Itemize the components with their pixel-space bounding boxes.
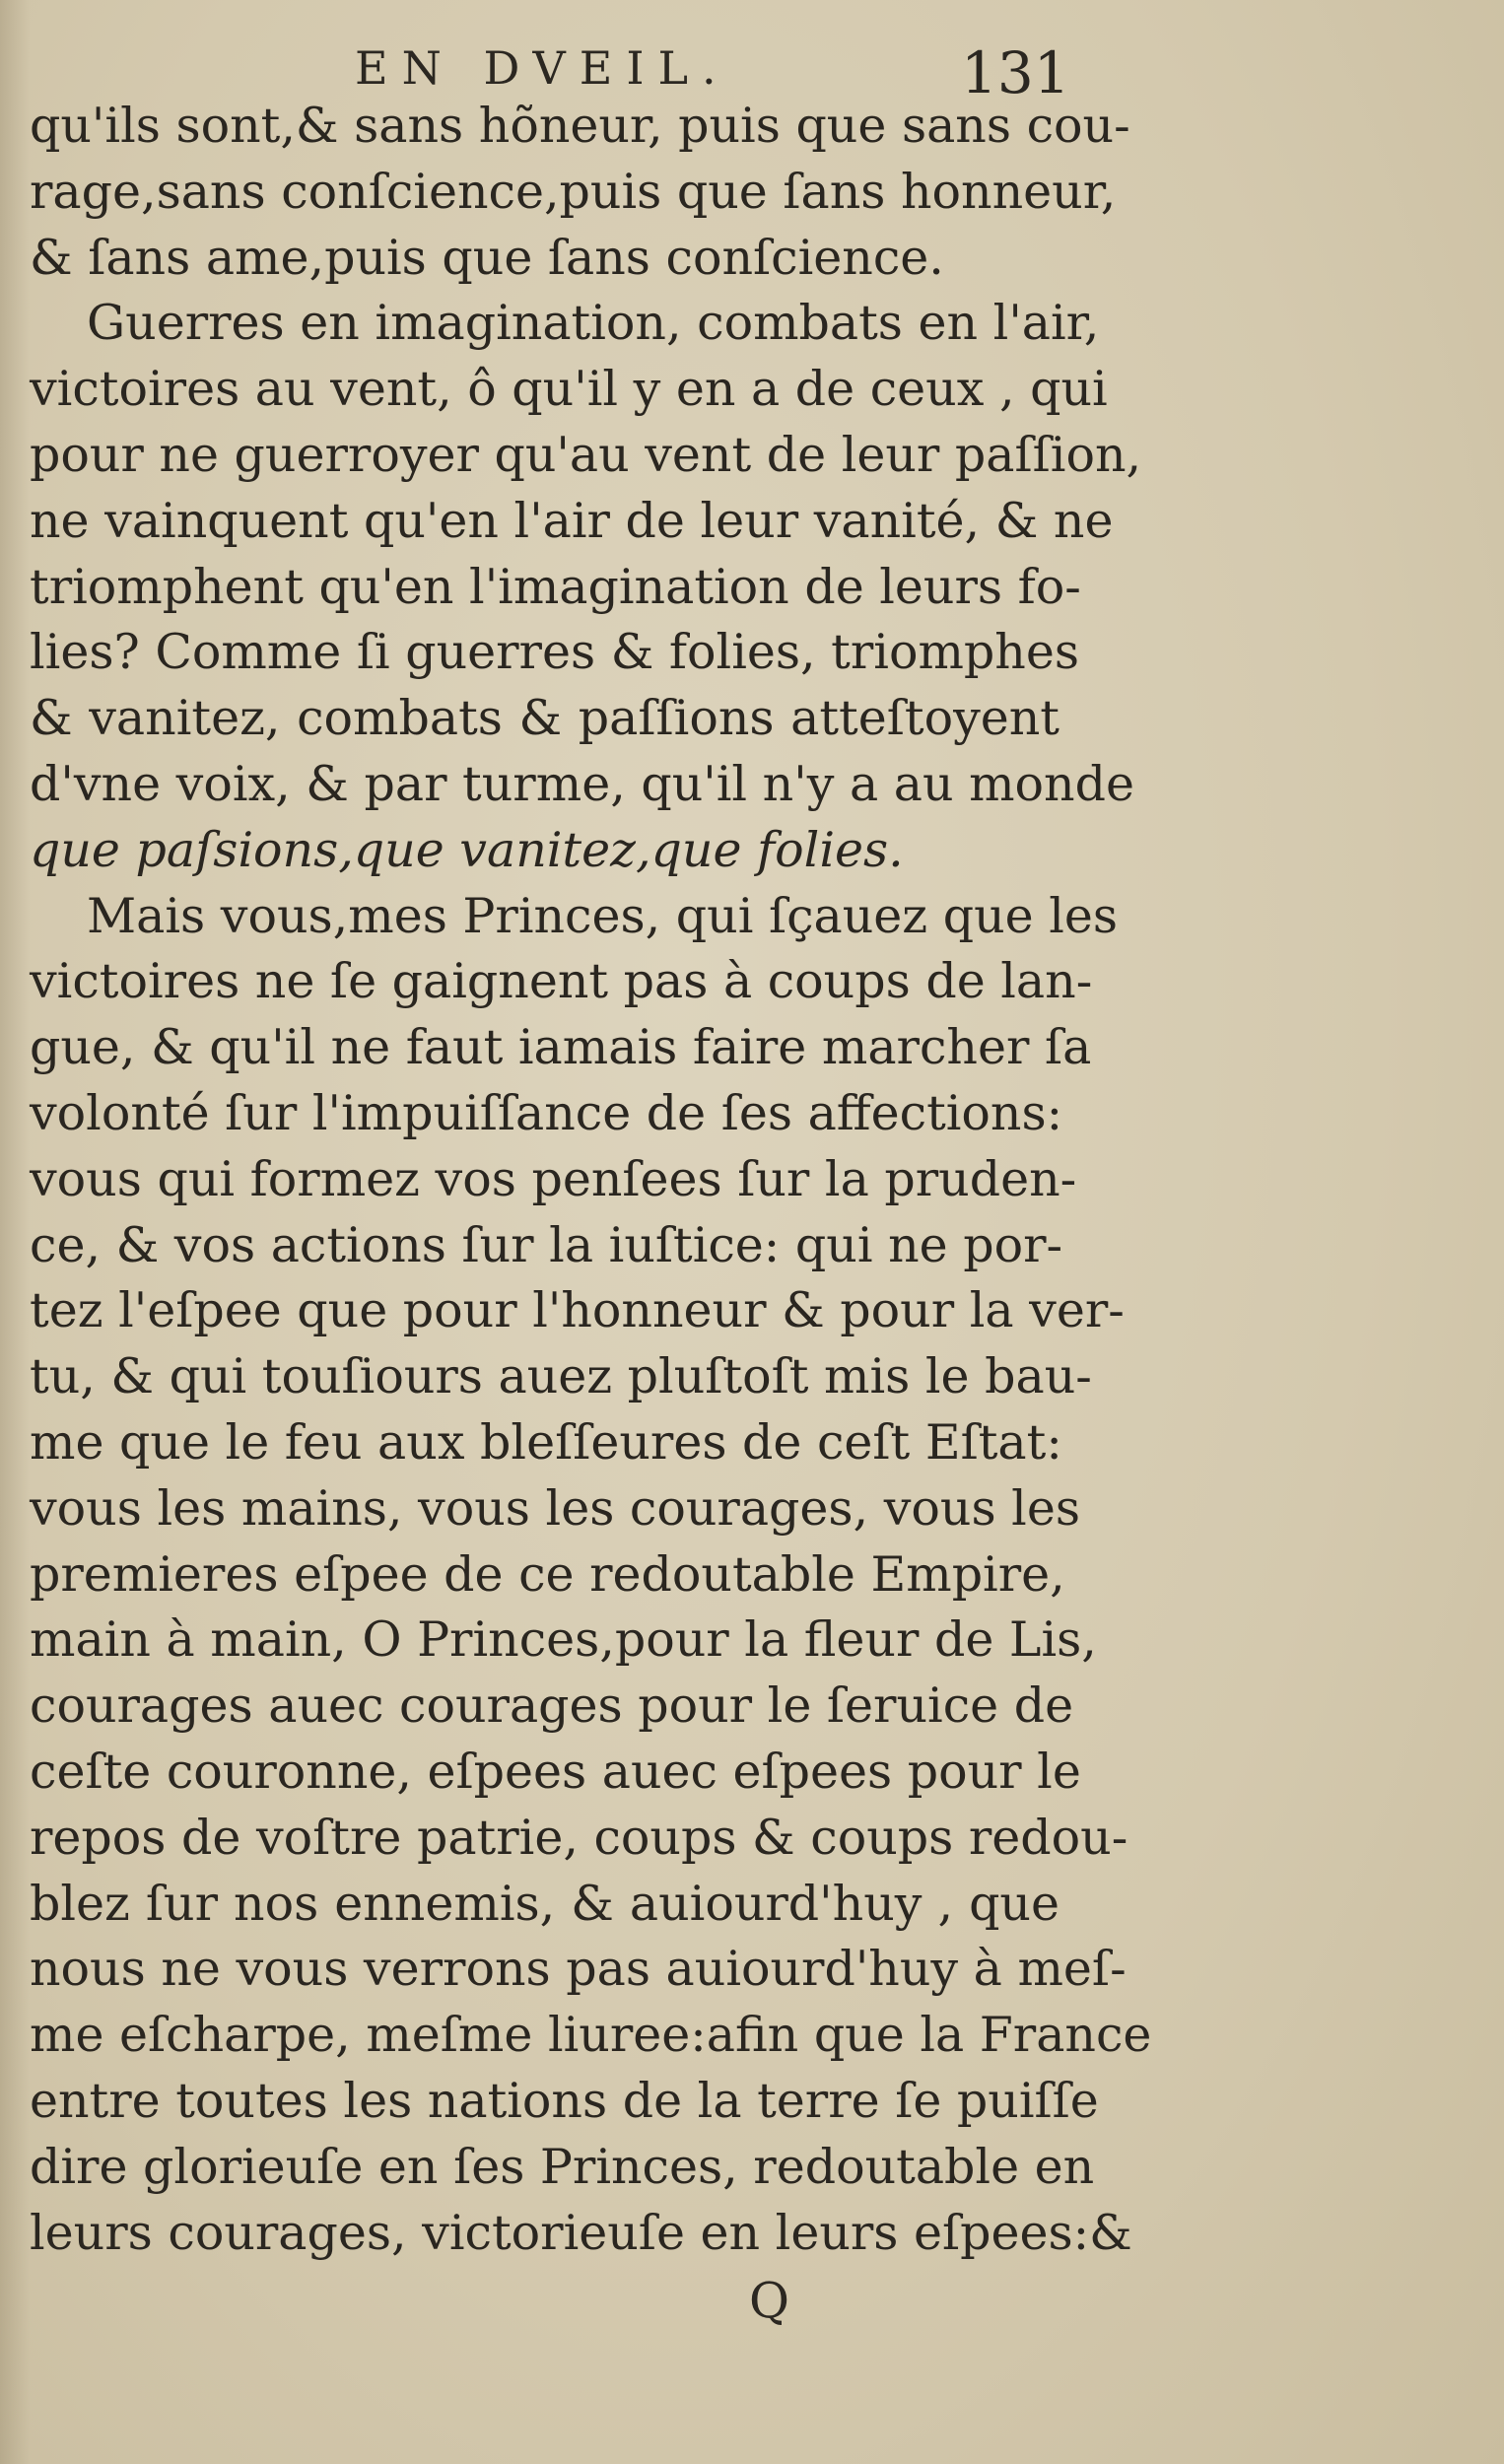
text-line: blez ſur nos ennemis, & auiourd'huy , que	[30, 1875, 1060, 1932]
text-line: me que le feu aux bleſſeures de ceſt Eſtat:	[30, 1413, 1062, 1471]
text-line: nous ne vous verrons pas auiourd'huy à meſ-	[30, 1941, 1127, 1998]
text-line: tu, & qui touſiours auez pluſtoſt mis le bau-	[30, 1348, 1092, 1405]
text-line: leurs courages, victorieuſe en leurs eſpees:&	[30, 2204, 1132, 2261]
text-line: main à main, O Princes,pour la fleur de Lis,	[30, 1611, 1097, 1669]
text-line: victoires ne ſe gaignent pas à coups de lan-	[30, 953, 1093, 1010]
text-line: & vanitez, combats & paſſions atteſtoyent	[30, 690, 1060, 747]
text-line: ce, & vos actions ſur la iuſtice: qui ne por-	[30, 1216, 1063, 1273]
text-line-italic: que paſsions,que vanitez,que folies.	[30, 821, 904, 878]
text-line: triomphent qu'en l'imagination de leurs fo-	[30, 558, 1081, 615]
catchword: Q	[749, 2272, 789, 2329]
text-line: repos de voſtre patrie, coups & coups redou-	[30, 1809, 1128, 1866]
text-line: ne vainquent qu'en l'air de leur vanité, & ne	[30, 492, 1114, 549]
text-line: rage,sans conſcience,puis que ſans honneur,	[30, 163, 1117, 220]
text-line: tez l'eſpee que pour l'honneur & pour la ver-	[30, 1282, 1125, 1339]
text-line: victoires au vent, ô qu'il y en a de ceux , qui	[30, 361, 1108, 418]
text-line: ceſte couronne, eſpees auec eſpees pour le	[30, 1743, 1081, 1800]
text-line: dire glorieuſe en ſes Princes, redoutable en	[30, 2138, 1095, 2195]
text-line: Mais vous,mes Princes, qui ſçauez que les	[87, 887, 1119, 944]
text-line: & ſans ame,puis que ſans conſcience.	[30, 229, 944, 286]
text-line: pour ne guerroyer qu'au vent de leur paſſion,	[30, 426, 1142, 483]
text-line: qu'ils sont,& sans hõneur, puis que sans cou-	[30, 98, 1130, 154]
text-line: Guerres en imagination, combats en l'air,	[87, 295, 1100, 352]
text-line: courages auec courages pour le ſeruice de	[30, 1677, 1074, 1735]
running-head: EN DVEIL.	[355, 41, 730, 95]
text-line: d'vne voix, & par turme, qu'il n'y a au monde	[30, 755, 1134, 812]
page-edge-shadow	[0, 0, 30, 2464]
body-text	[30, 94, 1152, 2266]
text-line: vous les mains, vous les courages, vous les	[30, 1479, 1080, 1537]
text-line: me eſcharpe, meſme liuree:afin que la France	[30, 2007, 1152, 2064]
text-line: volonté ſur l'impuiſſance de ſes affections:	[30, 1084, 1063, 1141]
text-line: premieres eſpee de ce redoutable Empire,	[30, 1545, 1065, 1603]
text-line: gue, & qu'il ne faut iamais faire marcher ſa	[30, 1019, 1092, 1076]
text-line: vous qui formez vos penſees ſur la pruden-	[30, 1150, 1077, 1207]
text-line: entre toutes les nations de la terre ſe puiſſe	[30, 2072, 1099, 2129]
text-line: lies? Comme ſi guerres & folies, triomphes	[30, 624, 1079, 681]
page-number: 131	[961, 39, 1070, 106]
